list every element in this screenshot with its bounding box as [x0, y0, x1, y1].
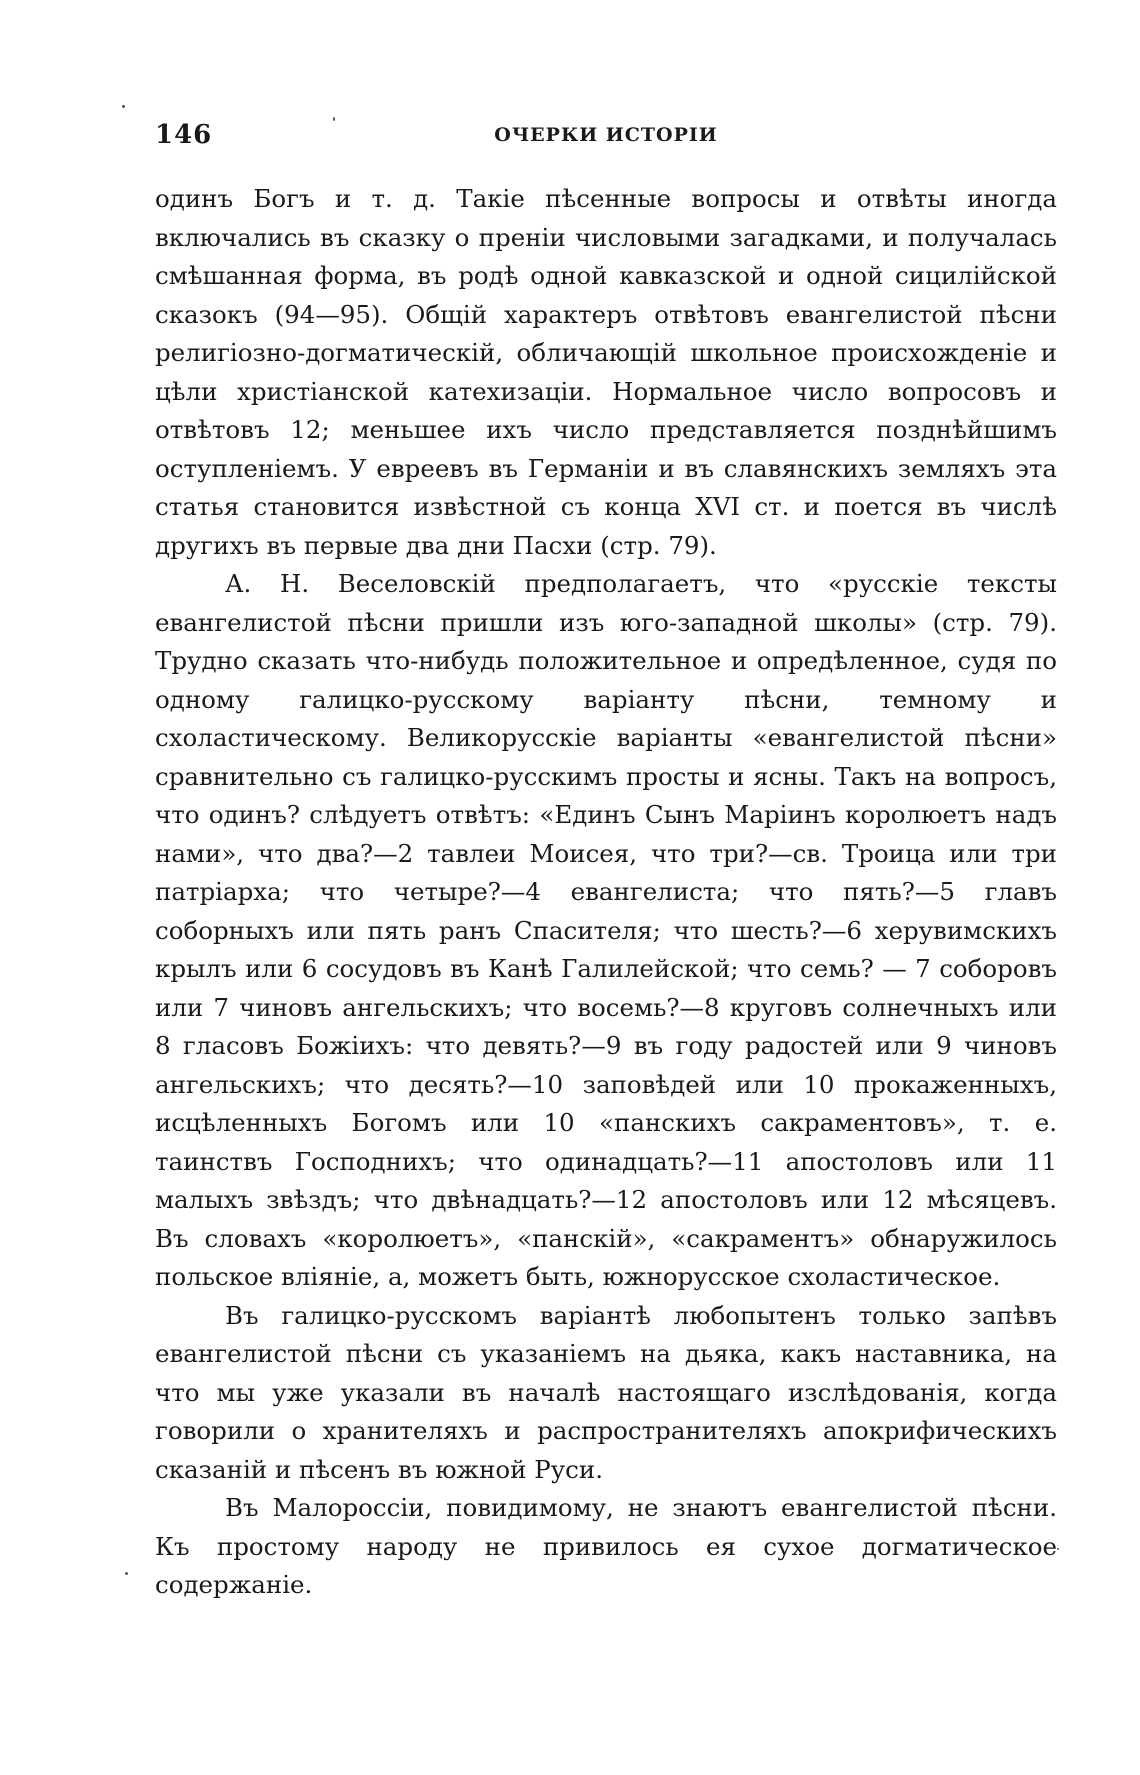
- print-speck: [1057, 1548, 1059, 1550]
- paragraph-4: Въ Малороссіи, повидимому, не знаютъ евангелистой пѣсни. Къ простому народу не привилось ея сухое догматическое содержаніе.: [155, 1493, 1057, 1599]
- page-header: [155, 120, 1057, 160]
- page-number: 146: [155, 120, 213, 150]
- paragraph-3: Въ галицко-русскомъ варіантѣ любопытенъ только запѣвъ евангелистой пѣсни съ указаніемъ на дьяка, какъ наставника, на что мы уже указали въ началѣ настоящаго изслѣдованія, когда говорили о хранителяхъ и распространителяхъ апокрифическихъ сказаній и пѣсенъ въ южной Руси.: [155, 1300, 1057, 1484]
- body-text: [155, 180, 1057, 1605]
- paragraph-1: одинъ Богъ и т. д. Такіе пѣсенные вопросы и отвѣты иногда включались въ сказку о преніи числовыми загадками, и получалась смѣшанная форма, въ родѣ одной кавказской и одной сицилійской сказокъ (94—95). Общій характеръ отвѣтовъ евангелистой пѣсни религіозно-догматическій, обличающій школьное происхожденіе и цѣли христіанской катехизаціи. Нормальное число вопросовъ и отвѣтовъ 12; меньшее ихъ число представляется позднѣйшимъ оступленіемъ. У евреевъ въ Германіи и въ славянскихъ земляхъ эта статья становится извѣстной съ конца XVI ст. и поется въ числѣ другихъ въ первые два дни Пасхи (стр. 79).: [155, 184, 1057, 560]
- paragraph-2: А. Н. Веселовскій предполагаетъ, что «русскіе тексты евангелистой пѣсни пришли изъ юго-западной школы» (стр. 79). Трудно сказать что-нибудь положительное и опредѣленное, судя по одному галицко-русскому варіанту пѣсни, темному и схоластическому. Великорусскіе варіанты «евангелистой пѣсни» сравнительно съ галицко-русскимъ просты и ясны. Такъ на вопросъ, что одинъ? слѣдуетъ отвѣтъ: «Единъ Сынъ Маріинъ королюетъ надъ нами», что два?—2 тавлеи Моисея, что три?—св. Троица или три патріарха; что четыре?—4 евангелиста; что пять?—5 главъ соборныхъ или пять ранъ Спасителя; что шесть?—6 херувимскихъ крылъ или 6 сосудовъ въ Канѣ Галилейской; что семь? — 7 соборовъ или 7 чиновъ ангельскихъ; что восемь?—8 круговъ солнечныхъ или 8 гласовъ Божіихъ: что девять?—9 въ году радостей или 9 чиновъ ангельскихъ; что десять?—10 заповѣдей или 10 прокаженныхъ, исцѣленныхъ Богомъ или 10 «панскихъ сакраментовъ», т. е. таинствъ Господнихъ; что одинадцать?—11 апостоловъ или 11 малыхъ звѣздъ; что двѣнадцать?—12 апостоловъ или 12 мѣсяцевъ. Въ словахъ «королюетъ», «панскій», «сакраментъ» обнаружилось польское вліяніе, а, можетъ быть, южнорусское схоластическое.: [155, 569, 1057, 1291]
- print-speck: [122, 105, 125, 108]
- running-head: ОЧЕРКИ ИСТОРІИ: [494, 124, 718, 146]
- print-speck: [125, 1572, 128, 1575]
- print-speck: [333, 117, 335, 121]
